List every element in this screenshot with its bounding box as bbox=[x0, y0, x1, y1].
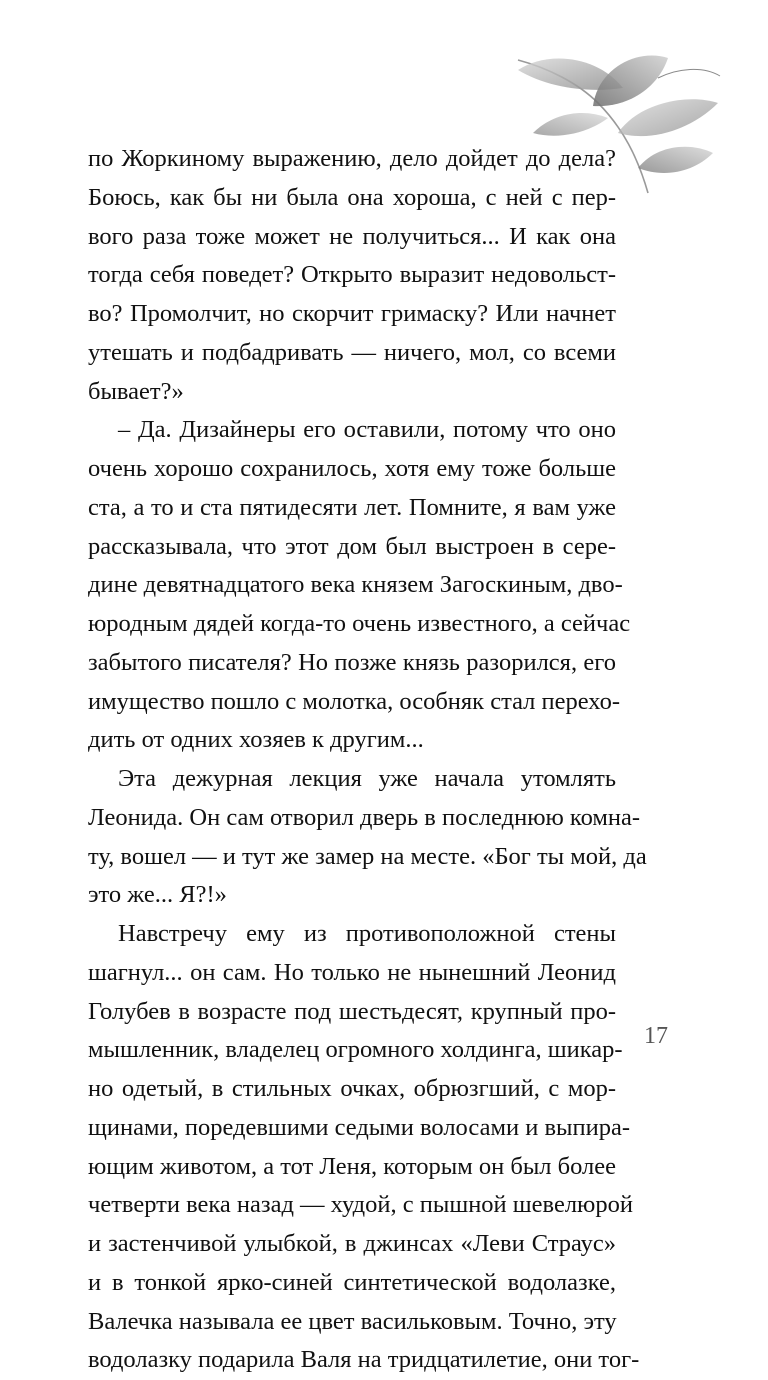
text-line: Эта дежурная лекция уже начала утомлять bbox=[118, 765, 616, 792]
text-line: дине девятнадцатого века князем Загоскиным, дво- bbox=[88, 571, 623, 599]
text-line: очень хорошо сохранилось, хотя ему тоже больше bbox=[88, 455, 616, 482]
text-line: бывает?» bbox=[88, 377, 184, 405]
text-line: во? Промолчит, но скорчит гримаску? Или начнет bbox=[88, 300, 616, 327]
text-line: Навстречу ему из противоположной стены bbox=[118, 920, 616, 947]
text-line: вого раза тоже может не получиться... И как она bbox=[88, 222, 616, 250]
text-line: юродным дядей когда-то очень известного, а сейчас bbox=[88, 610, 631, 637]
text-line: рассказывала, что этот дом был выстроен в сере- bbox=[88, 532, 616, 560]
text-line: и в тонкой ярко-синей синтетической водолазке, bbox=[88, 1268, 616, 1296]
text-line: дить от одних хозяев к другим... bbox=[88, 726, 424, 754]
text-line: это же... Я?!» bbox=[88, 881, 227, 909]
text-line: по Жоркиному выражению, дело дойдет до дела? bbox=[88, 145, 616, 172]
text-line: и застенчивой улыбкой, в джинсах «Леви Страус» bbox=[88, 1230, 616, 1257]
page-number: 17 bbox=[644, 1023, 668, 1049]
text-line: – Да. Дизайнеры его оставили, потому что оно bbox=[118, 416, 616, 444]
text-line: ту, вошел — и тут же замер на месте. «Бог ты мой, да bbox=[88, 842, 647, 870]
text-line: ста, а то и ста пятидесяти лет. Помните, я вам уже bbox=[88, 493, 616, 521]
text-line: Леонида. Он сам отворил дверь в последнюю комна- bbox=[88, 803, 641, 831]
text-line: водолазку подарила Валя на тридцатилетие, они тог- bbox=[88, 1346, 640, 1374]
text-line: Боюсь, как бы ни была она хороша, с ней с пер- bbox=[88, 183, 616, 211]
text-line: утешать и подбадривать — ничего, мол, со всеми bbox=[88, 338, 616, 366]
text-line: забытого писателя? Но позже князь разорился, его bbox=[88, 648, 616, 676]
text-line: шагнул... он сам. Но только не нынешний Леонид bbox=[88, 958, 616, 986]
text-line: четверти века назад — худой, с пышной шевелюрой bbox=[88, 1191, 633, 1219]
text-line: ющим животом, а тот Леня, которым он был более bbox=[88, 1152, 616, 1180]
text-line: имущество пошло с молотка, особняк стал перехо- bbox=[88, 687, 621, 715]
text-line: тогда себя поведет? Открыто выразит недовольст- bbox=[88, 261, 616, 289]
text-line: но одетый, в стильных очках, обрюзгший, с мор- bbox=[88, 1075, 616, 1102]
text-line: щинами, поредевшими седыми волосами и выпира- bbox=[88, 1113, 630, 1141]
text-line: Голубев в возрасте под шестьдесят, крупный про- bbox=[88, 997, 616, 1025]
body-text bbox=[88, 140, 647, 1380]
text-line: Валечка называла ее цвет васильковым. Точно, эту bbox=[88, 1307, 617, 1335]
text-line: мышленник, владелец огромного холдинга, шикар- bbox=[88, 1036, 623, 1064]
